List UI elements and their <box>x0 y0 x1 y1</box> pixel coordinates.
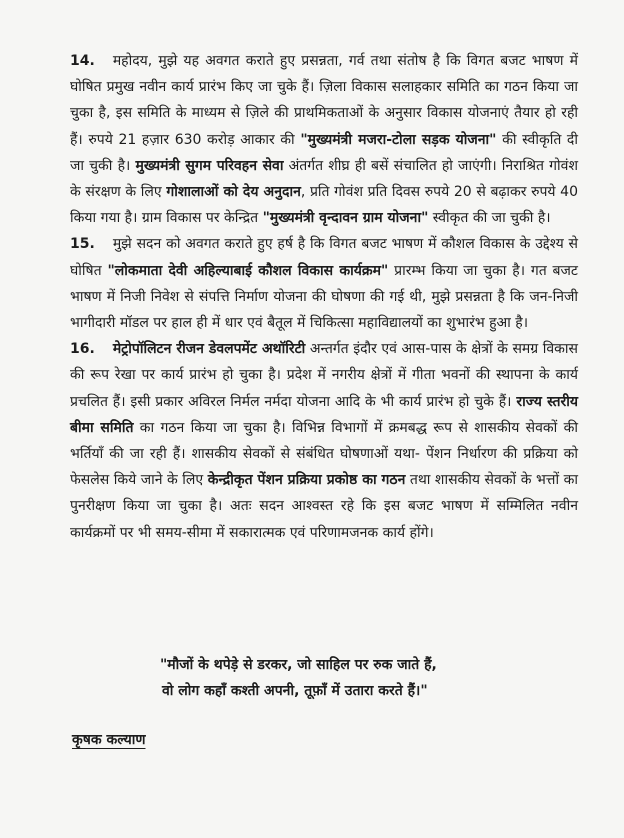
paragraph-16 <box>70 336 578 546</box>
body-text <box>70 48 578 546</box>
section-heading: कृषक कल्याण <box>72 732 146 748</box>
couplet-line-1: "मौजों के थपेड़े से डरकर, जो साहिल पर रुक जाते हैं, <box>160 657 437 673</box>
couplet-line-2: वो लोग कहाँ कश्ती अपनी, तूफ़ाँ में उतारा करते हैं।" <box>162 683 428 699</box>
paragraph-14 <box>70 48 578 231</box>
bold-phrase: मेट्रोपॉलिटन रीजन डेवलपमेंट अथॉरिटी <box>112 341 306 358</box>
text-run: स्वीकृत की जा चुकी है। <box>428 210 551 227</box>
text-run: अंतर्गत शीघ्र ही बसें संचालित हो जाएंगी। निराश्रित गोवंश के संरक्षण के लिए <box>70 157 578 201</box>
bold-phrase: गोशालाओं को देय अनुदान <box>166 184 301 201</box>
text-run: , प्रति गोवंश प्रति दिवस रुपये 20 से बढ़ाकर रुपये 40 किया गया है। ग्राम विकास पर केन्द्रित <box>70 184 578 227</box>
paragraph-number: 14. <box>70 53 95 69</box>
bold-phrase: "लोकमाता देवी अहिल्याबाई कौशल विकास कार्यक्रम" <box>107 262 389 279</box>
couplet-quote <box>160 652 560 704</box>
bold-phrase: केन्द्रीकृत पेंशन प्रक्रिया प्रकोष्ठ का गठन <box>207 472 406 489</box>
text-run: अन्तर्गत इंदौर एवं आस-पास के क्षेत्रों के समग्र विकास की रूप रेखा पर कार्य प्रारंभ हो चुका है। प्रदेश में नगरीय क्षेत्रों में गीता भवनों की स्थापना के कार्य प्रचलित हैं। इसी प्रकार अविरल निर्मल नर्मदा योजना आदि के भी कार्य प्रारंभ हो चुके हैं। <box>70 341 578 410</box>
text-run: तथा शासकीय सेवकों के भत्तों का पुनरीक्षण किया जा चुका है। अतः सदन आश्वस्त रहे कि इस बजट भाषण में सम्मिलित नवीन कार्यक्रमों पर भी समय-सीमा में सकारात्मक एवं परिणामजनक कार्य होंगे। <box>70 472 578 541</box>
bold-phrase: "मुख्यमंत्री मजरा-टोला सड़क योजना" <box>300 131 497 148</box>
paragraph-number: 16. <box>70 341 95 358</box>
paragraph-number: 15. <box>70 236 95 253</box>
bold-phrase: "मुख्यमंत्री वृन्दावन ग्राम योजना" <box>262 210 429 227</box>
text-run: की स्वीकृति दी जा चुकी है। <box>70 131 578 174</box>
paragraph-15 <box>70 231 578 336</box>
bold-phrase: राज्य स्तरीय बीमा समिति <box>70 393 578 436</box>
text-run: मुझे सदन को अवगत कराते हुए हर्ष है कि विगत बजट भाषण में कौशल विकास के उद्देश्य से घोषित <box>70 236 578 279</box>
bold-phrase: मुख्यमंत्री सुगम परिवहन सेवा <box>135 157 284 174</box>
text-run: प्रारम्भ किया जा चुका है। गत बजट भाषण में निजी निवेश से संपत्ति निर्माण योजना की घोषणा की गई थी, मुझे प्रसन्नता है कि जन-निजी भागीदारी मॉडल पर हाल ही में धार एवं बैतूल में चिकित्सा महाविद्यालयों का शुभारंभ हुआ है। <box>70 262 578 332</box>
text-run: का गठन किया जा चुका है। विभिन्न विभागों में क्रमबद्ध रूप से शासकीय सेवकों की भर्तियाँ की जा रही हैं। शासकीय सेवकों से संबंधित घोषणाओं यथा- पेंशन निर्धारण की प्रक्रिया को फेसलेस किये जाने के लिए <box>70 419 579 489</box>
text-run: महोदय, मुझे यह अवगत कराते हुए प्रसन्नता, गर्व तथा संतोष है कि विगत बजट भाषण में घोषित प्रमुख नवीन कार्य प्रारंभ किए जा चुके हैं। ज़िला विकास सलाहकार समिति का गठन किया जा चुका है, इस समिति के माध्यम से ज़िले की प्राथमिकताओं के अनुसार विकास योजनाएं तैयार हो रही हैं। रुपये 21 हज़ार 630 करोड़ आकार की <box>70 53 578 148</box>
